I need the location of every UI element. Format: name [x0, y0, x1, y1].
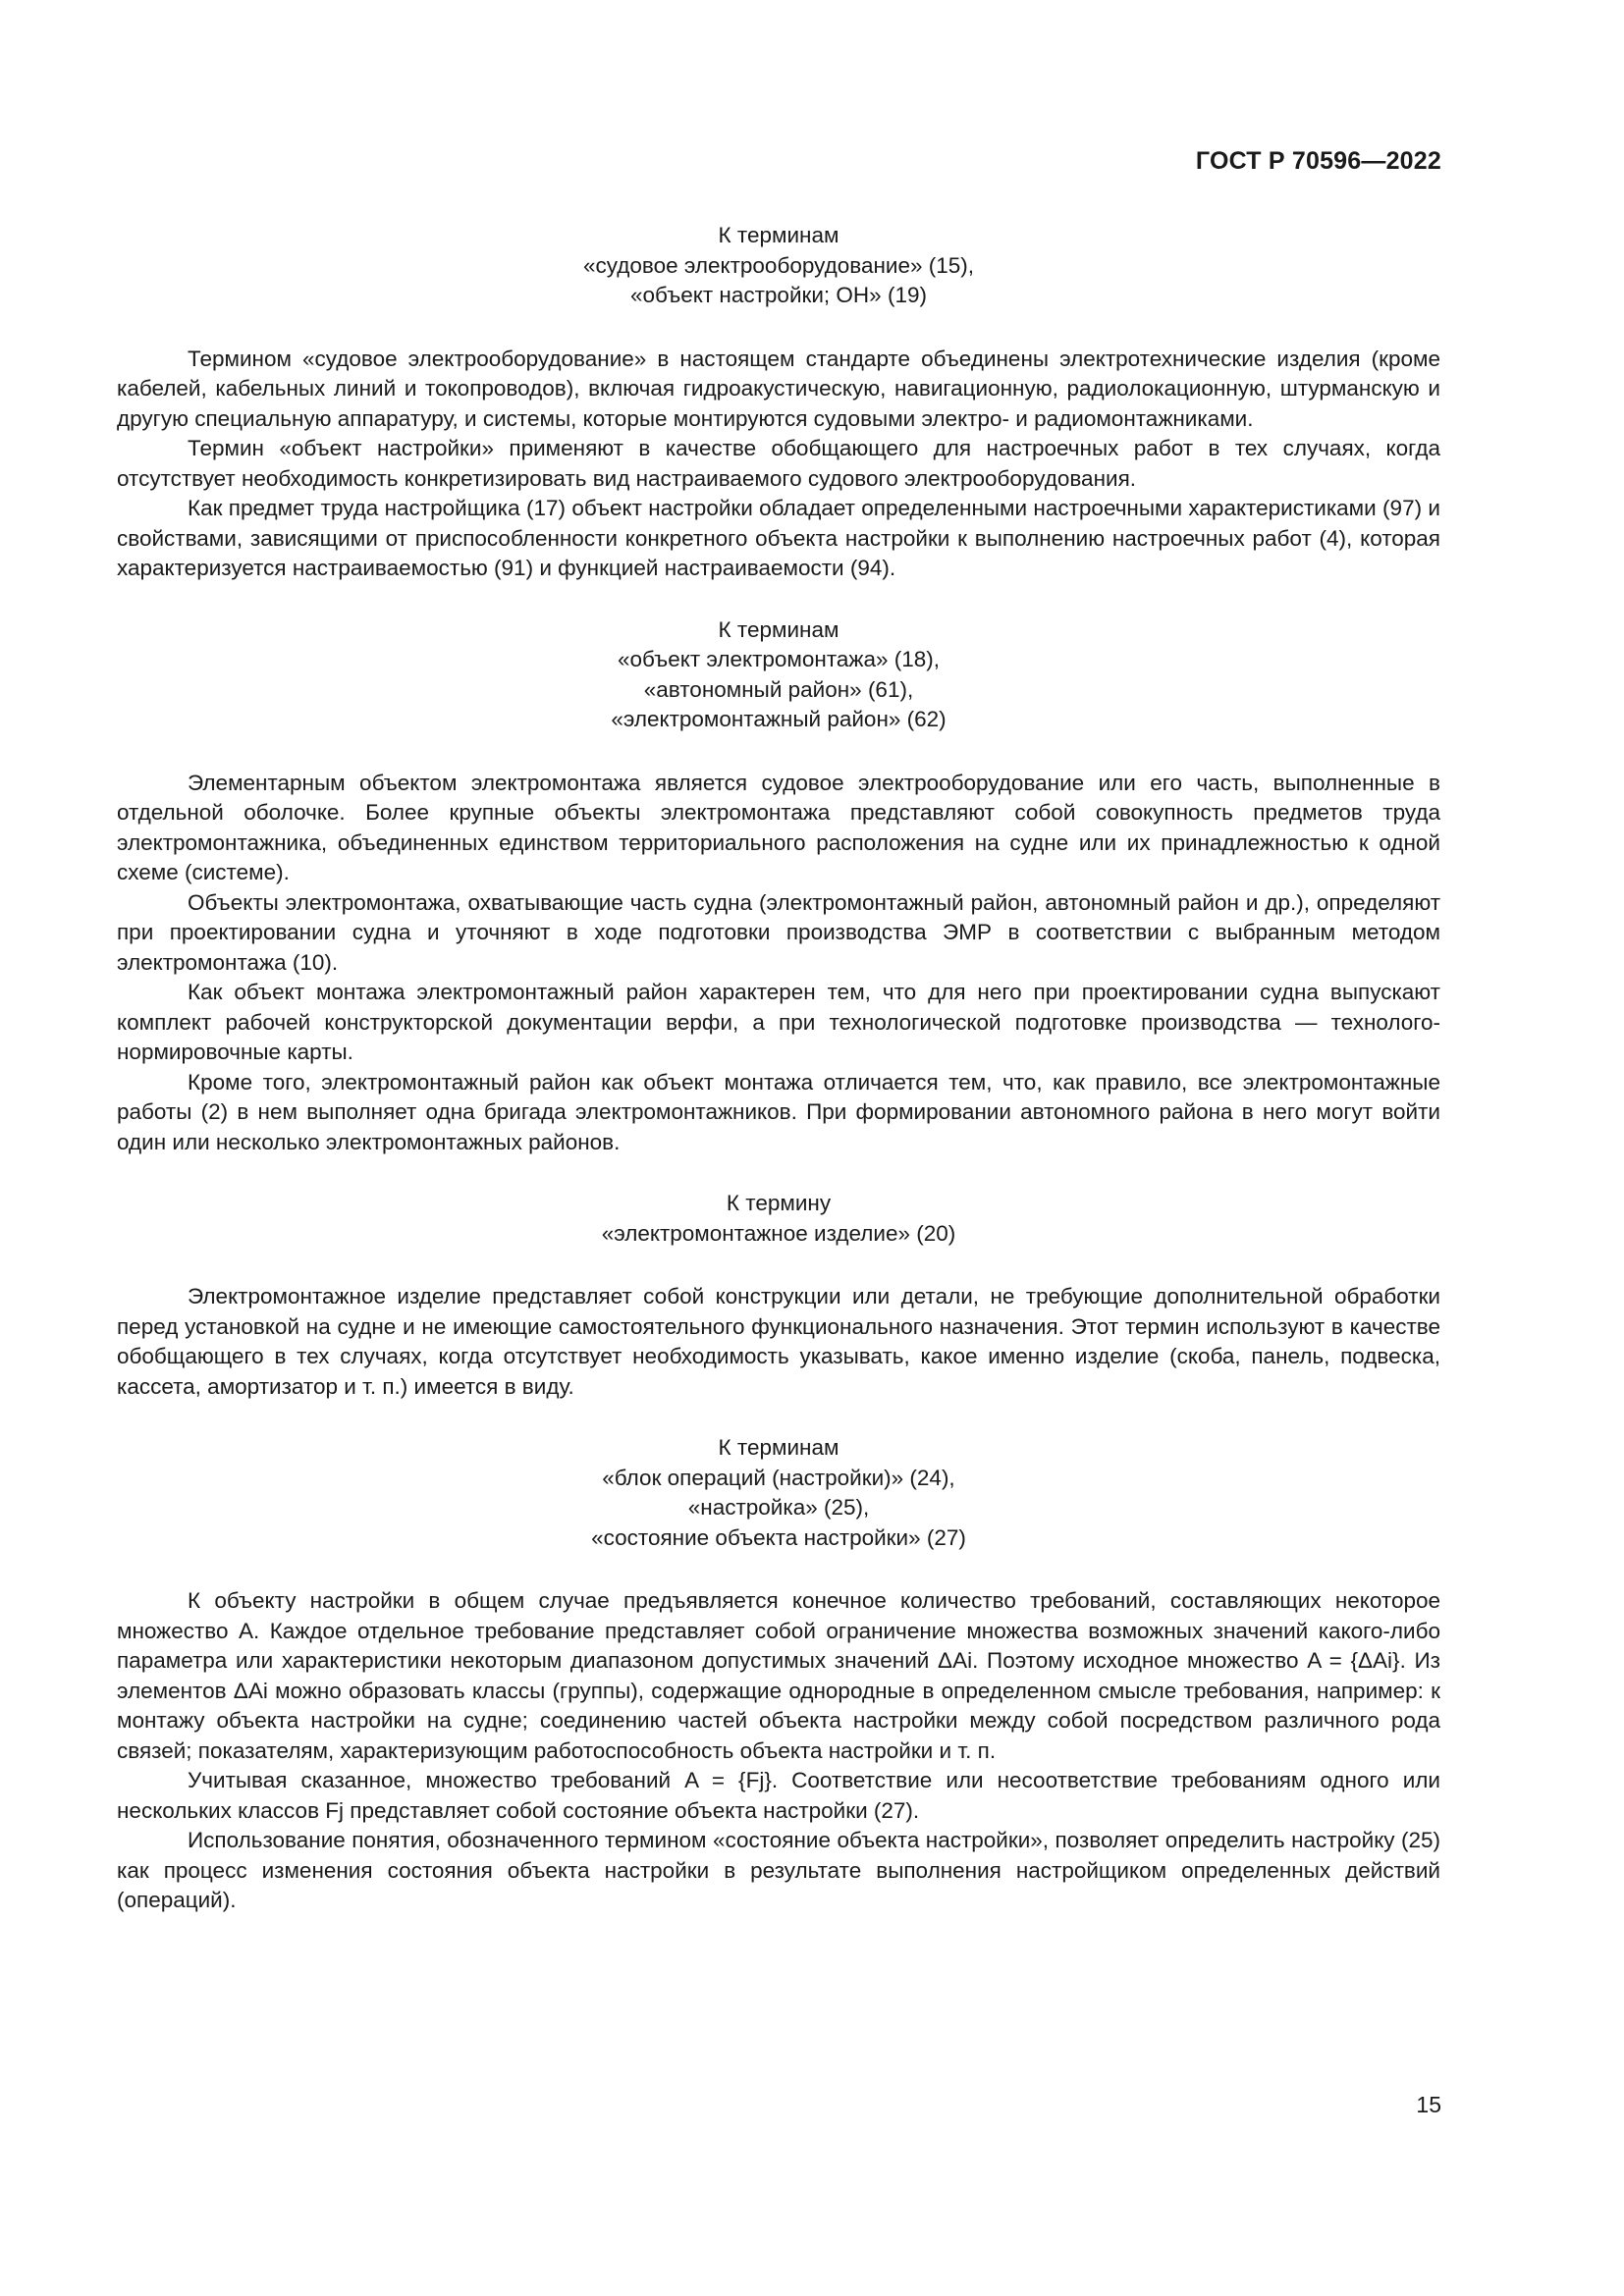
paragraph: Кроме того, электромонтажный район как объект монтажа отличается тем, что, как правило, все электромонтажные работы (2) в нем выполняет одна бригада электромонтажников. При формировании автономного района в него могут войти один или несколько электромонтажных районов. [117, 1069, 1440, 1154]
document-id-header: ГОСТ Р 70596—2022 [1195, 147, 1441, 175]
section-heading-line: К терминам [718, 223, 839, 247]
paragraph: Как предмет труда настройщика (17) объект настройки обладает определенными настроечными характеристиками (97) и свойствами, зависящими от приспособленности конкретного объекта настройки к выполнению настроечных работ (4), которая характеризуется настраиваемостью (91) и функцией настраиваемости (94). [117, 496, 1440, 580]
section-heading-line: «электромонтажное изделие» (20) [601, 1220, 956, 1246]
section-heading-line: К терминам [718, 616, 839, 642]
section-heading-line: «объект настройки; ОН» (19) [630, 283, 927, 307]
section-heading-line: «состояние объекта настройки» (27) [591, 1524, 966, 1550]
section-heading-line: «блок операций (настройки)» (24), [602, 1465, 955, 1490]
section-heading-line: «электромонтажный район» (62) [611, 707, 947, 731]
section-heading-1 [117, 221, 1440, 311]
section-heading-line: «судовое электрооборудование» (15), [582, 252, 974, 278]
paragraph: Электромонтажное изделие представляет собой конструкции или детали, не требующие дополнительной обработки перед установкой на судне и не имеющие самостоятельного функционального назначения. Этот термин используют в качестве обобщающего в тех случаях, когда отсутствует необходимость указывать, какое именно изделие (скоба, панель, подвеска, кассета, амортизатор и т. п.) имеется в виду. [117, 1284, 1440, 1399]
section-heading-line: «настройка» (25), [687, 1495, 870, 1520]
section-heading-line: «автономный район» (61), [643, 676, 914, 702]
paragraph: Объекты электромонтажа, охватывающие часть судна (электромонтажный район, автономный район и др.), определяют при проектировании судна и уточняют в ходе подготовки производства ЭМР в соответствии с выбранным методом электромонтажа (10). [117, 889, 1440, 975]
page-number: 15 [1416, 2092, 1441, 2117]
section-heading-line: К терминам [718, 1435, 839, 1460]
paragraph: Термин «объект настройки» применяют в качестве обобщающего для настроечных работ в тех случаях, когда отсутствует необходимость конкретизировать вид настраиваемого судового электрооборудования. [117, 436, 1440, 491]
section-heading-2 [117, 615, 1440, 735]
paragraph: Элементарным объектом электромонтажа является судовое электрооборудование или его часть, выполненные в отдельной оболочке. Более крупные объекты электромонтажа представляют собой совокупность предметов труда электромонтажника, объединенных единством территориального расположения на судне или их принадлежностью к одной схеме (системе). [117, 770, 1440, 884]
paragraph: Учитывая сказанное, множество требований A = {Fj}. Соответствие или несоответствие требованиям одного или нескольких классов Fj представляет собой состояние объекта настройки (27). [117, 1768, 1440, 1823]
paragraph: К объекту настройки в общем случае предъявляется конечное количество требований, составляющих некоторое множество A. Каждое отдельное требование представляет собой ограничение множества возможных значений какого-либо параметра или характеристики некоторым диапазоном допустимых значений ΔAi. Поэтому исходное множество A = {ΔAi}. Из элементов ΔAi можно образовать классы (группы), содержащие однородные в определенном смысле требования, например: к монтажу объекта настройки на судне; соединению частей объекта настройки между собой посредством различного рода связей; показателям, характеризующим работоспособность объекта настройки и т. п. [117, 1588, 1440, 1763]
section-heading-3 [117, 1189, 1440, 1249]
section-heading-line: К термину [726, 1191, 832, 1215]
paragraph: Термином «судовое электрооборудование» в настоящем стандарте объединены электротехнические изделия (кроме кабелей, кабельных линий и токопроводов), включая гидроакустическую, навигационную, радиолокационную, штурманскую и другую специальную аппаратуру, и системы, которые монтируются судовыми электро- и радиомонтажниками. [117, 346, 1440, 431]
paragraph: Использование понятия, обозначенного термином «состояние объекта настройки», позволяет определить настройку (25) как процесс изменения состояния объекта настройки в результате выполнения настройщиком определенных действий (операций). [117, 1828, 1440, 1912]
section-heading-4 [117, 1433, 1440, 1553]
paragraph: Как объект монтажа электромонтажный район характерен тем, что для него при проектировании судна выпускают комплект рабочей конструкторской документации верфи, а при технологической подготовке производства — технолого-нормировочные карты. [117, 980, 1440, 1064]
document-body [117, 221, 1440, 1916]
section-heading-line: «объект электромонтажа» (18), [617, 647, 941, 671]
